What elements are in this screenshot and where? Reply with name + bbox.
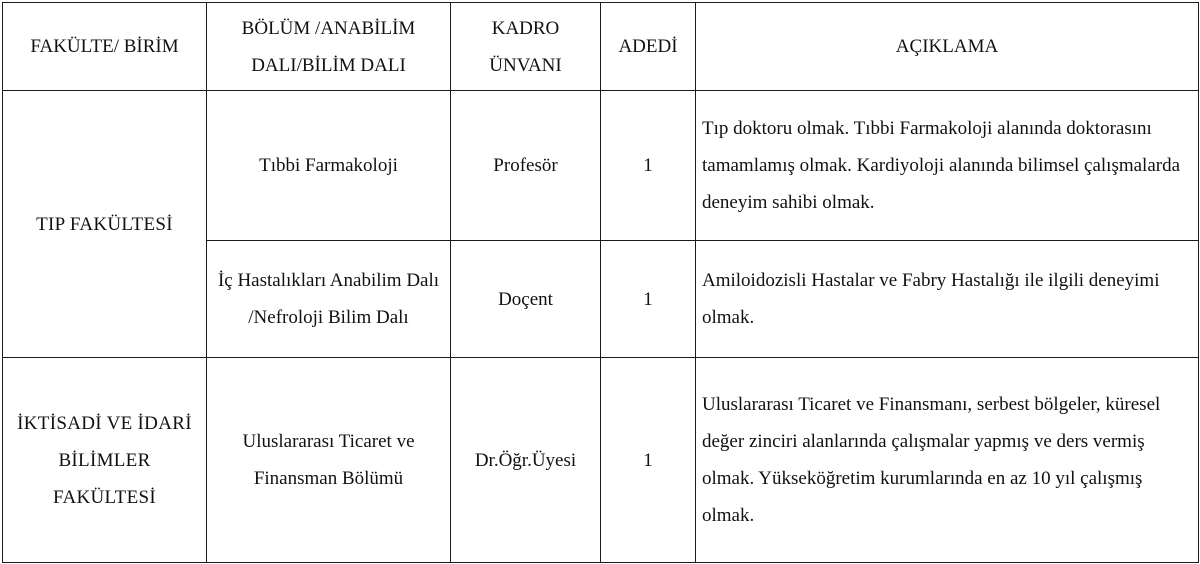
- header-faculty: FAKÜLTE/ BİRİM: [3, 3, 207, 91]
- table-row: [3, 91, 1199, 241]
- description-cell: Tıp doktoru olmak. Tıbbi Farmakoloji alanında doktorasını tamamlamış olmak. Kardiyoloji alanında bilimsel çalışmalarda deneyim sahibi olmak.: [696, 91, 1199, 241]
- count-cell: 1: [601, 91, 696, 241]
- department-cell: Uluslararası Ticaret ve Finansman Bölümü: [207, 358, 451, 563]
- count-cell: 1: [601, 241, 696, 358]
- position-title-cell: Doçent: [451, 241, 601, 358]
- position-title-cell: Dr.Öğr.Üyesi: [451, 358, 601, 563]
- table-header-row: [3, 3, 1199, 91]
- faculty-cell: İKTİSADİ VE İDARİ BİLİMLER FAKÜLTESİ: [3, 358, 207, 563]
- department-cell: Tıbbi Farmakoloji: [207, 91, 451, 241]
- header-count: ADEDİ: [601, 3, 696, 91]
- department-cell: İç Hastalıkları Anabilim Dalı /Nefroloji Bilim Dalı: [207, 241, 451, 358]
- position-title-cell: Profesör: [451, 91, 601, 241]
- table-row: [3, 358, 1199, 563]
- header-description: AÇIKLAMA: [696, 3, 1199, 91]
- header-department: BÖLÜM /ANABİLİM DALI/BİLİM DALI: [207, 3, 451, 91]
- description-cell: Uluslararası Ticaret ve Finansmanı, serbest bölgeler, küresel değer zinciri alanlarında çalışmalar yapmış ve ders vermiş olmak. Yükseköğretim kurumlarında en az 10 yıl çalışmış olmak.: [696, 358, 1199, 563]
- header-position-title: KADRO ÜNVANI: [451, 3, 601, 91]
- count-cell: 1: [601, 358, 696, 563]
- description-cell: Amiloidozisli Hastalar ve Fabry Hastalığı ile ilgili deneyimi olmak.: [696, 241, 1199, 358]
- faculty-cell: TIP FAKÜLTESİ: [3, 91, 207, 358]
- staff-positions-table: [2, 2, 1199, 563]
